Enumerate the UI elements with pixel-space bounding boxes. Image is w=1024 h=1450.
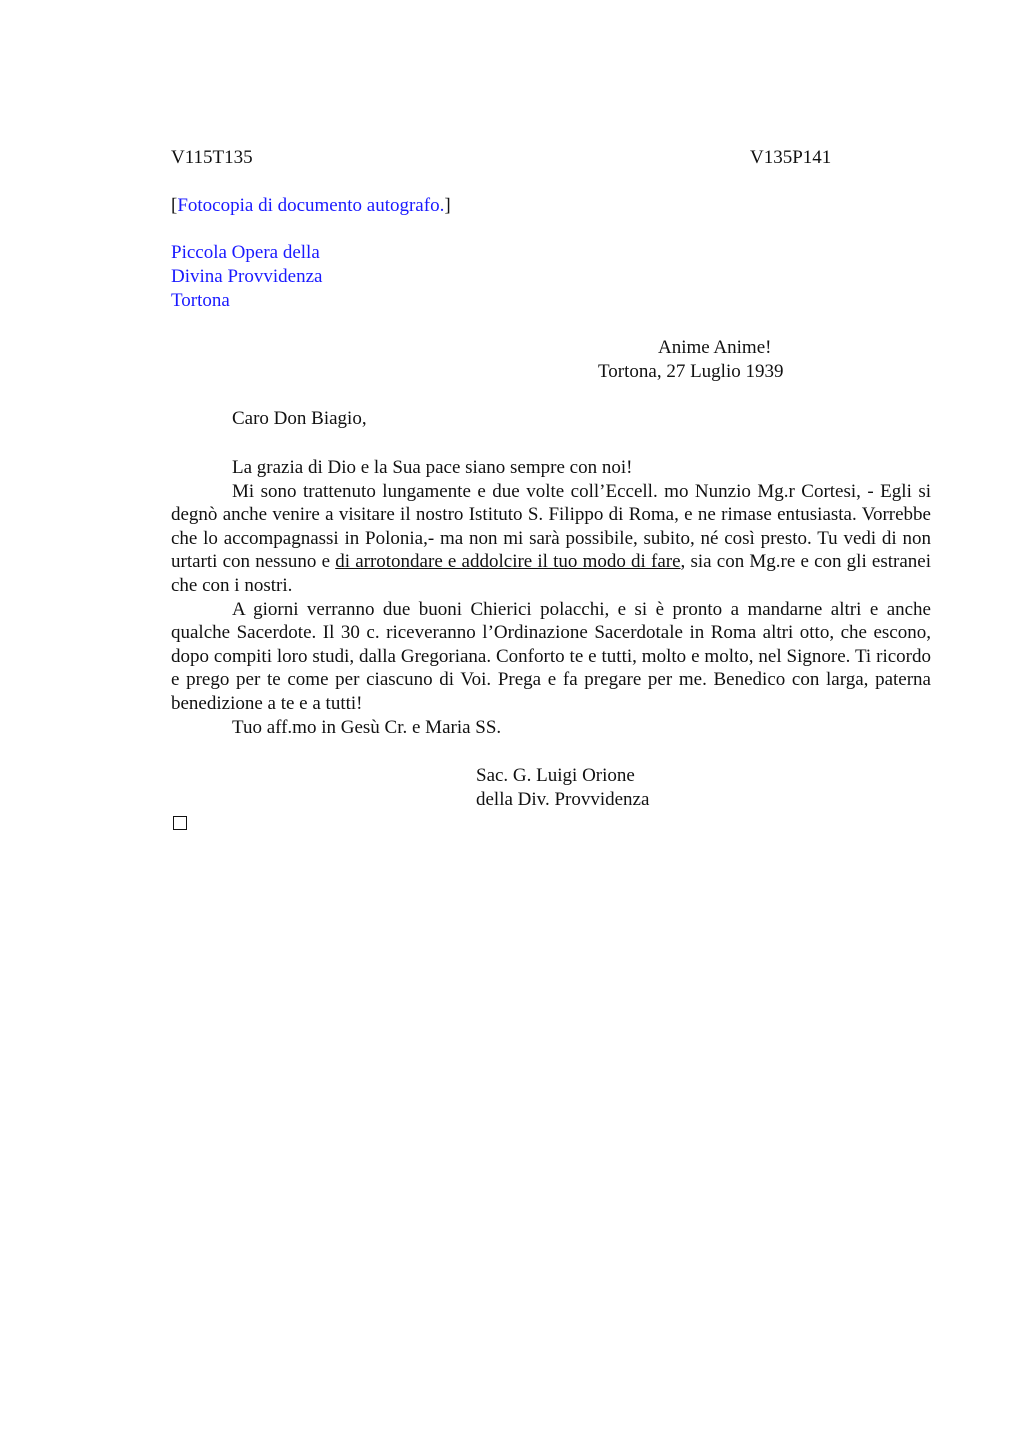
document-code-left: V115T135 bbox=[171, 147, 253, 168]
letterhead-line-1: Piccola Opera della bbox=[171, 242, 320, 263]
note-open-bracket: [ bbox=[171, 195, 178, 216]
letterhead-line-3: Tortona bbox=[171, 290, 230, 311]
place-date: Tortona, 27 Luglio 1939 bbox=[598, 361, 784, 382]
signature-line-1: Sac. G. Luigi Orione bbox=[476, 765, 635, 786]
signature-line-2: della Div. Provvidenza bbox=[476, 789, 650, 810]
motto: Anime Anime! bbox=[658, 337, 772, 358]
paragraph-1: La grazia di Dio e la Sua pace siano sempre con noi! bbox=[232, 457, 633, 478]
paragraph-3: A giorni verranno due buoni Chierici polacchi, e si è pronto a mandarne altri e anche qualche Sacerdote. Il 30 c. riceveranno l’Ordinazione Sacerdotale in Roma altri otto, che escono, dopo compiti loro studi, dalla Gregoriana. Conforto te e tutti, molto e molto, nel Signore. Ti ricordo e prego per te come per ciascuno di Voi. Prega e fa pregare per me. Benedico con larga, paterna benedizione a te e a tutti! bbox=[171, 598, 931, 714]
paragraph-2 bbox=[171, 480, 931, 598]
empty-box-icon bbox=[173, 816, 187, 830]
letter-body bbox=[171, 456, 931, 739]
paragraph-2-text: Mi sono trattenuto lungamente e due volte coll’Eccell. mo Nunzio Mg.r Cortesi, - Egli si degnò anche venire a visitare il nostro Istituto S. Filippo di Roma, e ne rimase entusiasta. Vorrebbe che lo accompagnassi in Polonia,- ma non mi sarà possibile, subito, né così presto. Tu vedi di non urtarti con nessuno e bbox=[171, 480, 931, 573]
note-close-bracket: ] bbox=[444, 195, 451, 216]
document-code-right: V135P141 bbox=[750, 147, 832, 168]
signature bbox=[476, 764, 649, 812]
underlined-phrase: di arrotondare e addolcire il tuo modo di fare bbox=[335, 551, 681, 573]
note-text: Fotocopia di documento autografo. bbox=[177, 195, 445, 216]
letterhead bbox=[171, 241, 322, 313]
editorial-note bbox=[171, 194, 451, 218]
salutation: Caro Don Biagio, bbox=[232, 408, 367, 429]
closing-line: Tuo aff.mo in Gesù Cr. e Maria SS. bbox=[232, 716, 502, 738]
letterhead-line-2: Divina Provvidenza bbox=[171, 266, 323, 287]
paragraph-2-end: , sia con Mg.re e con gli estranei che con i nostri. bbox=[171, 551, 931, 596]
